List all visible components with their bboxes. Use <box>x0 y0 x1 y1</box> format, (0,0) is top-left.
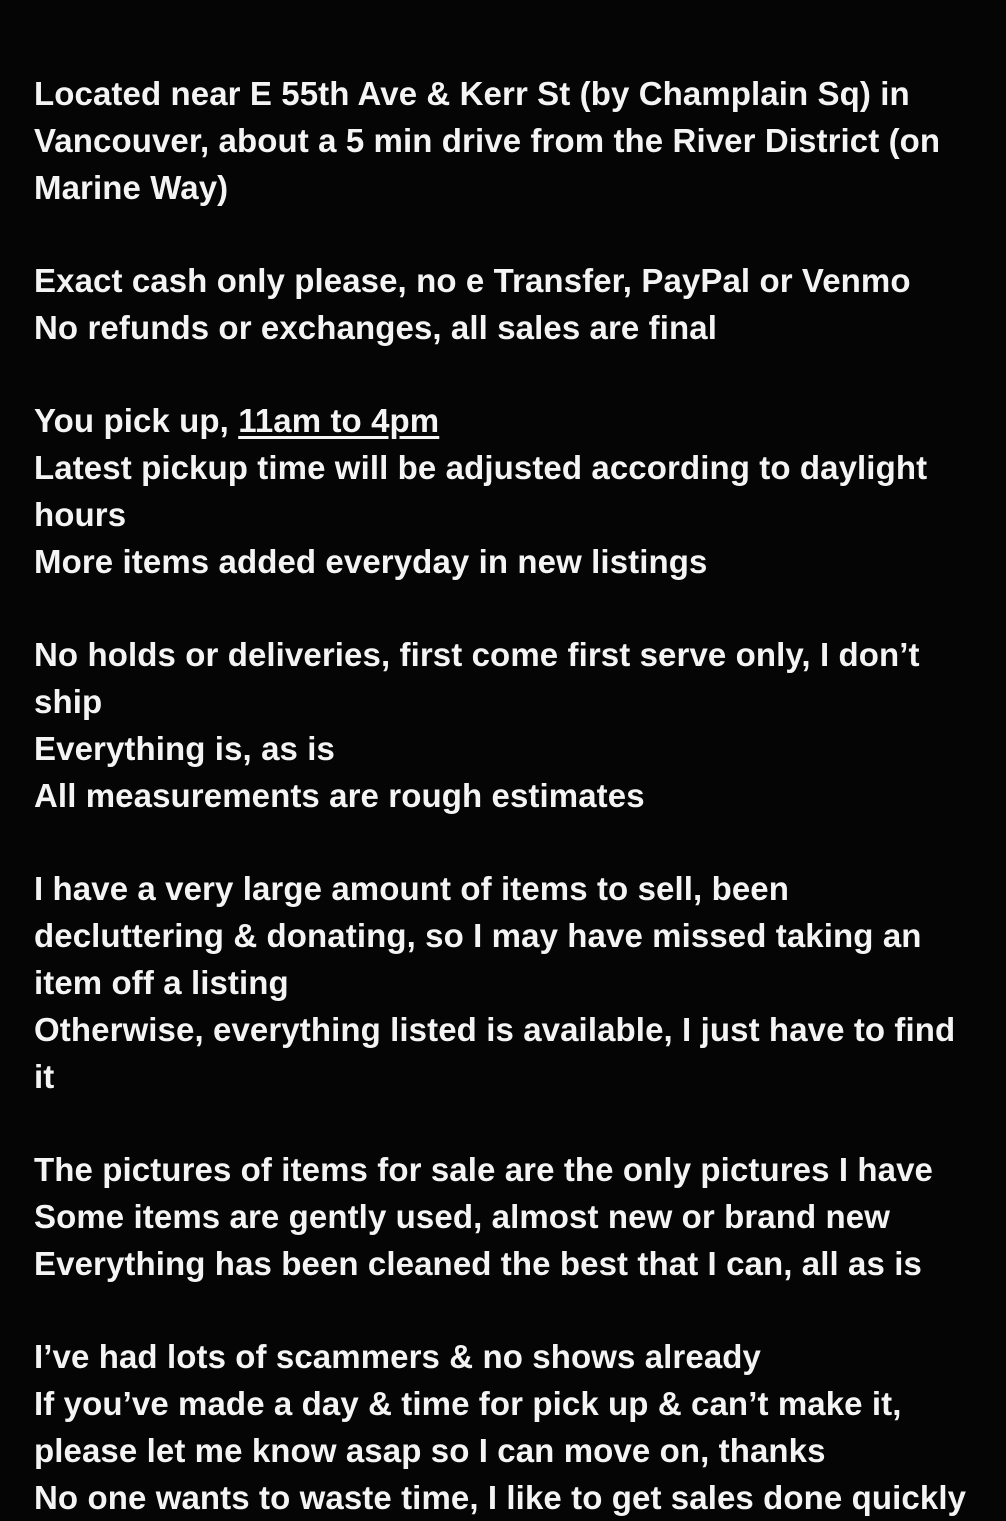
pickup-line-prefix: You pick up, <box>34 402 239 439</box>
text-line: If you’ve made a day & time for pick up & can’t make it, please let me know asap so I can move on, thanks <box>34 1385 911 1469</box>
text-line: No holds or deliveries, first come first serve only, I don’t ship <box>34 636 929 720</box>
pickup-time-line <box>34 397 972 444</box>
text-line: More items added everyday in new listings <box>34 543 708 580</box>
text-line: The pictures of items for sale are the only pictures I have <box>34 1151 934 1188</box>
paragraph-pickup <box>34 397 972 585</box>
text-line: Otherwise, everything listed is available, I just have to find it <box>34 1011 965 1095</box>
pickup-hours-underlined: 11am to 4pm <box>238 402 440 439</box>
text-line: No refunds or exchanges, all sales are final <box>34 309 717 346</box>
paragraph-scammers <box>34 1333 972 1521</box>
text-line: Located near E 55th Ave & Kerr St (by Champlain Sq) in Vancouver, about a 5 min drive from the River District (on Marine Way) <box>34 75 950 206</box>
text-line: All measurements are rough estimates <box>34 777 645 814</box>
text-line: Some items are gently used, almost new or brand new <box>34 1198 890 1235</box>
text-line: Latest pickup time will be adjusted according to daylight hours <box>34 449 937 533</box>
paragraph-condition <box>34 1146 972 1287</box>
paragraph-payment <box>34 257 972 351</box>
paragraph-terms <box>34 631 972 819</box>
text-line: I’ve had lots of scammers & no shows already <box>34 1338 761 1375</box>
text-line: Everything is, as is <box>34 730 335 767</box>
paragraph-location <box>34 70 972 211</box>
text-line: Exact cash only please, no e Transfer, PayPal or Venmo <box>34 262 911 299</box>
text-line: Everything has been cleaned the best that I can, all as is <box>34 1245 922 1282</box>
text-line: No one wants to waste time, I like to get sales done quickly <box>34 1479 967 1516</box>
text-line: I have a very large amount of items to sell, been decluttering & donating, so I may have missed taking an item off a listing <box>34 870 931 1001</box>
paragraph-inventory <box>34 865 972 1100</box>
